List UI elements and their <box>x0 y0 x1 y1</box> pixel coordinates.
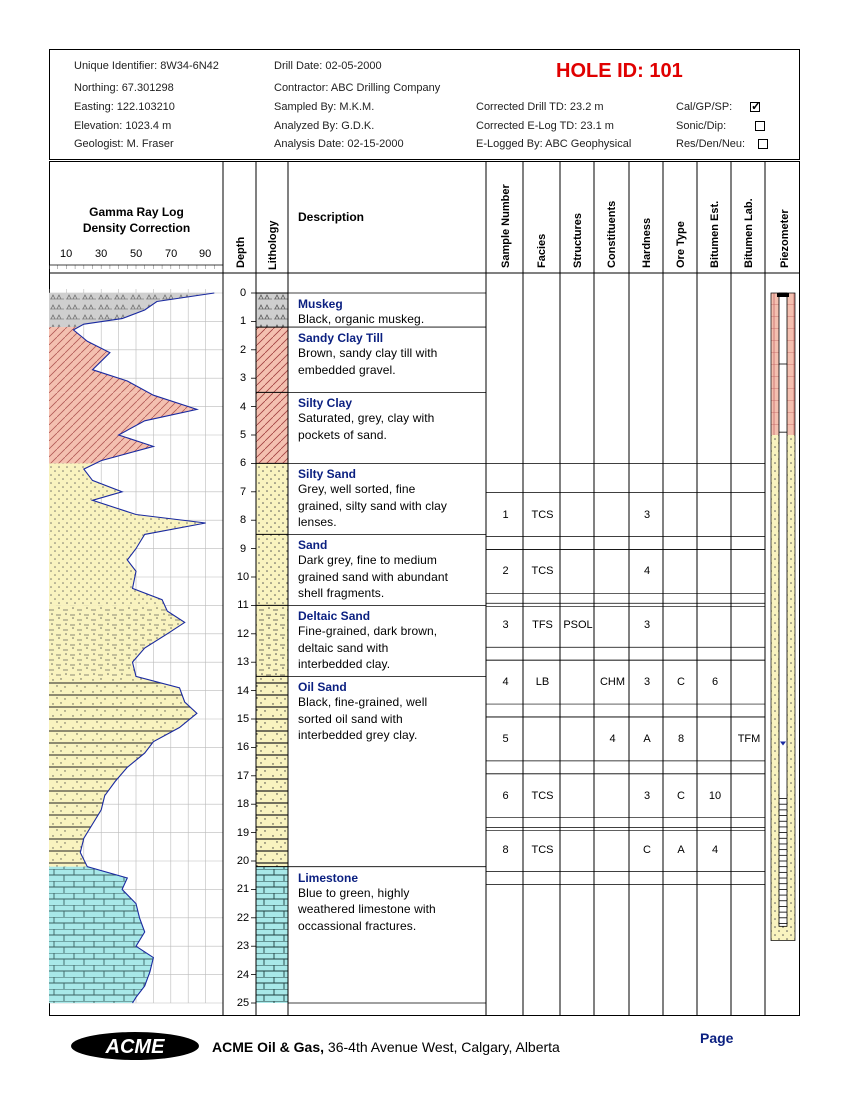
depth-label: 3 <box>239 372 247 385</box>
depth-label: 21 <box>236 883 250 896</box>
gamma-tick: 30 <box>95 248 108 260</box>
unit-description: Dark grey, fine to medium grained sand with abundant shell fragments. <box>298 553 449 601</box>
sample-hardness: 3 <box>643 789 651 802</box>
depth-label: 7 <box>239 485 247 498</box>
depth-label: 11 <box>237 599 249 612</box>
sample-number-header: Sample Number <box>500 184 512 268</box>
sample-bitumen-lab: TFM <box>737 732 761 745</box>
analysis-date: Analysis Date: 02-15-2000 <box>274 138 404 150</box>
depth-header: Depth <box>235 236 247 268</box>
log-label-cal: Cal/GP/SP: <box>676 101 733 113</box>
sample-facies: LB <box>535 676 550 689</box>
log-label-sonic: Sonic/Dip: <box>676 120 727 132</box>
unit-description: Blue to green, highly weathered limestone with occassional fractures. <box>298 885 436 933</box>
depth-label: 22 <box>236 911 250 924</box>
depth-label: 14 <box>236 684 250 697</box>
elogged-by: E-Logged By: ABC Geophysical <box>476 138 632 150</box>
company-name: ACME Oil & Gas, <box>212 1039 325 1055</box>
depth-label: 4 <box>239 400 247 413</box>
sample-bitumen-est: 4 <box>711 843 719 856</box>
sample-hardness: A <box>643 732 651 745</box>
sonic-dip-checkbox[interactable] <box>755 121 765 131</box>
gamma-ticks <box>50 248 223 262</box>
depth-label: 6 <box>239 457 247 470</box>
corrected-drill-td: Corrected Drill TD: 23.2 m <box>476 101 604 113</box>
drill-date: Drill Date: 02-05-2000 <box>274 60 382 72</box>
page-label: Page <box>700 1030 734 1046</box>
unit-description: Fine-grained, dark brown, deltaic sand with interbedded clay. <box>298 624 438 672</box>
density-title: Density Correction <box>82 221 191 235</box>
sample-number: 2 <box>502 565 509 578</box>
unit-description: Saturated, grey, clay with pockets of sand. <box>298 411 435 442</box>
depth-label: 10 <box>236 571 250 583</box>
depth-label: 5 <box>239 429 247 441</box>
sample-ore-type: C <box>677 676 685 689</box>
sample-bitumen-est: 6 <box>711 676 719 689</box>
log-label-res: Res/Den/Neu: <box>676 138 746 150</box>
depth-label: 1 <box>239 315 247 328</box>
depth-label: 8 <box>239 514 247 527</box>
sample-facies: TCS <box>531 789 554 802</box>
piezometer-pipe <box>779 293 787 926</box>
sample-hardness: 3 <box>643 508 651 521</box>
depth-label: 20 <box>236 855 250 867</box>
sample-number: 3 <box>502 619 509 632</box>
depth-label: 0 <box>239 287 247 299</box>
gamma-header <box>50 204 223 236</box>
unique-identifier: Unique Identifier: 8W34-6N42 <box>74 60 219 72</box>
sample-ore-type: 8 <box>677 732 685 745</box>
gamma-tick: 70 <box>165 248 178 260</box>
sample-number: 8 <box>502 843 509 856</box>
lithology-header: Lithology <box>267 220 279 270</box>
unit-description: Brown, sandy clay till with embedded gravel. <box>298 346 438 377</box>
sampled-by: Sampled By: M.K.M. <box>274 101 375 113</box>
unit-title: Sand <box>298 538 328 553</box>
piezometer-header: Piezometer <box>779 209 791 268</box>
description-header: Description <box>298 210 365 224</box>
constituents-header: Constituents <box>606 200 618 268</box>
unit-title: Deltaic Sand <box>298 609 371 624</box>
sample-facies: TCS <box>531 508 554 521</box>
depth-label: 25 <box>236 997 250 1009</box>
bitumen-est-header: Bitumen Est. <box>709 200 721 268</box>
unit-description: Black, fine-grained, well sorted oil sand with interbedded grey clay. <box>298 695 428 743</box>
corrected-elog-td: Corrected E-Log TD: 23.1 m <box>476 120 614 132</box>
unit-description: Black, organic muskeg. <box>298 312 425 326</box>
structures-header: Structures <box>572 212 584 268</box>
facies-header: Facies <box>536 233 548 268</box>
depth-label: 24 <box>236 968 250 981</box>
unit-title: Silty Sand <box>298 467 357 482</box>
sample-constituents: CHM <box>599 676 626 689</box>
header-panel <box>49 49 800 160</box>
cal-gp-sp-checkbox[interactable] <box>750 102 760 112</box>
gamma-tick: 90 <box>199 248 212 260</box>
sample-hardness: 4 <box>643 565 651 578</box>
easting: Easting: 122.103210 <box>74 101 175 113</box>
geologist: Geologist: M. Fraser <box>74 138 174 150</box>
bitumen-lab-header: Bitumen Lab. <box>743 198 755 268</box>
sample-hardness: 3 <box>643 619 651 632</box>
sample-structures: PSOL <box>563 619 593 632</box>
sample-ore-type: C <box>677 789 685 802</box>
depth-label: 19 <box>236 826 250 839</box>
depth-label: 18 <box>236 798 250 811</box>
unit-title: Sandy Clay Till <box>298 331 384 346</box>
gamma-tick: 50 <box>130 248 143 260</box>
gamma-tick: 10 <box>60 248 73 260</box>
unit-title: Muskeg <box>298 297 343 311</box>
unit-title: Limestone <box>298 870 359 885</box>
sample-facies: TFS <box>532 619 553 632</box>
unit-title: Oil Sand <box>298 680 347 695</box>
elevation: Elevation: 1023.4 m <box>74 120 172 132</box>
acme-logo <box>70 1031 200 1061</box>
unit-title: Silty Clay <box>298 396 353 411</box>
hardness-header: Hardness <box>641 217 653 268</box>
depth-label: 23 <box>236 940 250 953</box>
logo-text: ACME <box>105 1036 165 1058</box>
sample-hardness: C <box>643 843 651 856</box>
depth-label: 15 <box>236 713 250 725</box>
address: 36-4th Avenue West, Calgary, Alberta <box>324 1039 560 1055</box>
analyzed-by: Analyzed By: G.D.K. <box>274 120 375 132</box>
hole-id: HOLE ID: 101 <box>556 60 683 82</box>
depth-label: 2 <box>239 343 247 356</box>
depth-label: 16 <box>236 741 250 754</box>
sample-facies: TCS <box>531 565 554 578</box>
sample-number: 6 <box>502 789 509 802</box>
depth-label: 9 <box>239 542 247 555</box>
northing: Northing: 67.301298 <box>74 82 174 94</box>
sample-hardness: 3 <box>643 676 651 689</box>
depth-label: 12 <box>236 627 250 640</box>
res-den-neu-checkbox[interactable] <box>758 139 768 149</box>
sample-ore-type: A <box>677 843 685 856</box>
sample-number: 1 <box>502 508 509 521</box>
sample-bitumen-est: 10 <box>708 789 722 802</box>
sample-number: 5 <box>502 732 509 745</box>
log-panel <box>49 161 800 1016</box>
ore-type-header: Ore Type <box>675 221 687 268</box>
depth-label: 17 <box>236 769 250 782</box>
sample-facies: TCS <box>531 843 554 856</box>
depth-label: 13 <box>236 656 250 669</box>
sample-number: 4 <box>502 676 509 689</box>
sample-constituents: 4 <box>609 732 616 745</box>
gamma-title: Gamma Ray Log <box>89 205 184 219</box>
company-address <box>212 1039 560 1055</box>
unit-description: Grey, well sorted, fine grained, silty sand with clay lenses. <box>298 482 447 530</box>
contractor: Contractor: ABC Drilling Company <box>274 82 441 94</box>
